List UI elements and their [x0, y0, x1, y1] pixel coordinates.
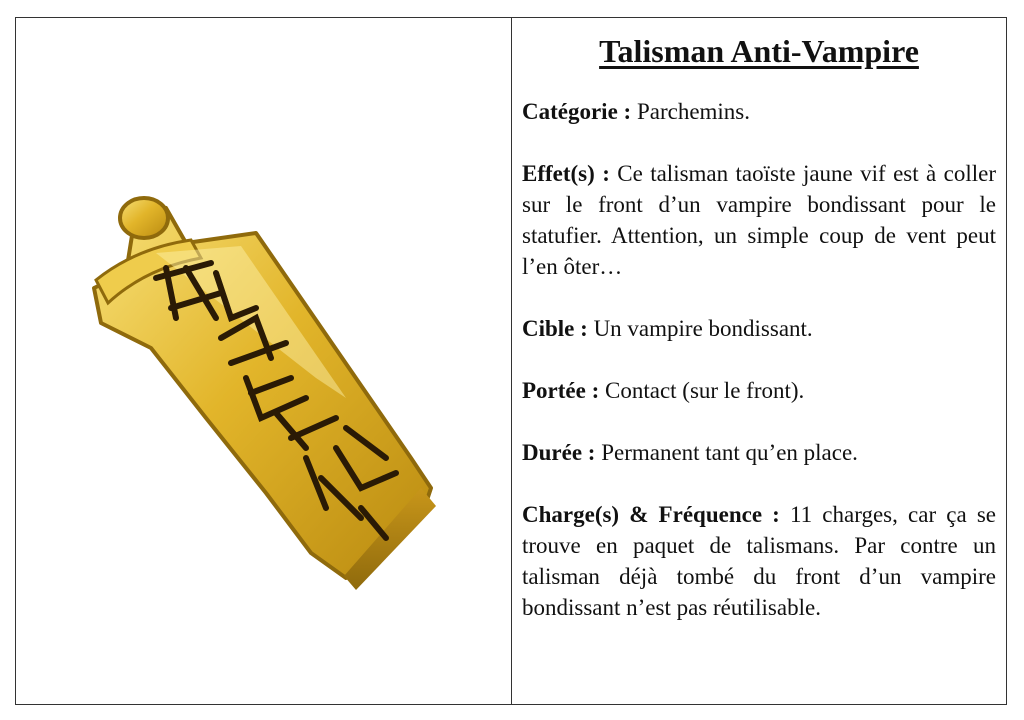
field-label: Effet(s) : [522, 161, 610, 187]
field-effects [522, 158, 996, 282]
item-card [15, 17, 1007, 705]
field-value: Contact (sur le front). [605, 378, 805, 404]
field-category [522, 96, 996, 127]
talisman-icon [16, 18, 512, 704]
field-label: Catégorie : [522, 99, 632, 125]
field-value: Parchemins. [636, 99, 751, 125]
field-label: Durée : [522, 440, 596, 466]
field-range [522, 375, 996, 406]
field-value: 11 charges, car ça se trouve en paquet de talismans. Par contre un talisman déjà tombé du front d’un vampire bondissant n’est pas réutilisable. [522, 502, 996, 621]
field-value: Permanent tant qu’en place. [601, 440, 858, 466]
field-value: Ce talisman taoïste jaune vif est à coller sur le front d’un vampire bondissant pour le statufier. Attention, un simple coup de vent peut l’en ôter… [522, 161, 996, 280]
illustration-cell [16, 18, 512, 704]
field-label: Cible : [522, 316, 588, 342]
field-label: Portée : [522, 378, 600, 404]
field-label: Charge(s) & Fréquence : [522, 502, 780, 528]
talisman-knob [120, 198, 168, 238]
field-target [522, 313, 996, 344]
description-cell [512, 18, 1006, 704]
field-value: Un vampire bondissant. [593, 316, 813, 342]
card-title: Talisman Anti-Vampire [599, 33, 919, 69]
field-duration [522, 437, 996, 468]
field-charges [522, 499, 996, 623]
